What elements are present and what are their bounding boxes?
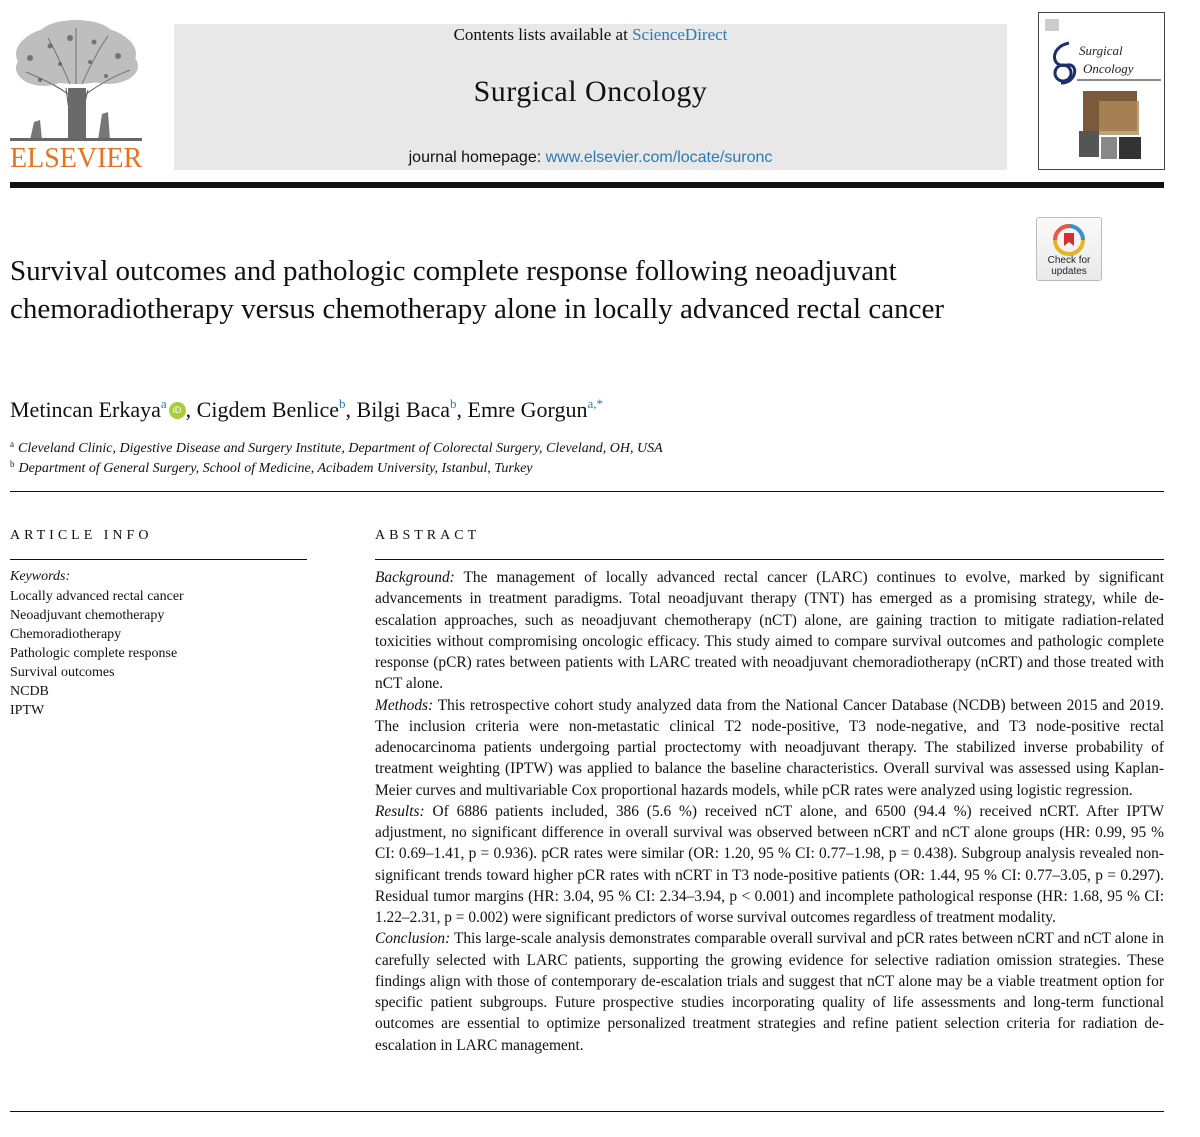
abstract-section-label: Methods: — [375, 696, 434, 714]
abstract-rule — [375, 559, 1164, 560]
cover-title-line2: Oncology — [1083, 61, 1134, 76]
check-for-updates-button[interactable] — [1036, 217, 1102, 281]
keyword-item: Survival outcomes — [10, 665, 115, 680]
contents-prefix: Contents lists available at — [453, 25, 633, 44]
check-updates-line1: Check for — [1047, 255, 1091, 266]
author-affil-sup[interactable]: a — [160, 396, 167, 411]
author-affil-sup[interactable]: b — [339, 396, 346, 411]
author-name[interactable]: Emre Gorgun — [467, 397, 588, 422]
homepage-prefix: journal homepage: — [408, 149, 546, 166]
header-rule — [10, 182, 1164, 188]
affiliation-sup: a — [10, 439, 14, 449]
section-divider — [10, 491, 1164, 492]
keywords-list — [10, 587, 184, 720]
keyword-item: Neoadjuvant chemotherapy — [10, 608, 165, 623]
sciencedirect-link[interactable]: ScienceDirect — [632, 25, 728, 44]
abstract-section-text: Of 6886 patients included, 386 (5.6 %) received nCT alone, and 6500 (94.4 %) received nCRT. After IPTW adjustment, no significant difference in overall survival was observed between nCRT and nCT alone groups (HR: 0.99, 95 % CI: 0.69–1.41, p = 0.936). pCR rates were similar (OR: 1.20, 95 % CI: 0.77–1.98, p = 0.438). Subgroup analysis revealed non-significant trends toward higher pCR rates with nCRT in T3 node-positive patients (OR: 1.44, 95 % CI: 0.77–3.05, p = 0.297). Residual tumor margins (HR: 3.04, 95 % CI: 2.34–3.94, p < 0.001) and incomplete pathological response (HR: 1.68, 95 % CI: 1.22–2.31, p = 0.002) were significant predictors of worse survival outcomes regardless of treatment modality. — [375, 802, 1164, 926]
cover-title-line1: Surgical — [1079, 43, 1123, 58]
abstract-background — [375, 567, 1164, 695]
article-title: Survival outcomes and pathologic complete response following neoadjuvant chemoradiotherapy versus chemotherapy alone in locally advanced rectal cancer — [10, 255, 944, 325]
abstract-section-label: Results: — [375, 802, 425, 820]
journal-title: Surgical Oncology — [473, 75, 708, 108]
homepage-line — [174, 148, 1007, 168]
keyword-item: Locally advanced rectal cancer — [10, 589, 184, 604]
abstract-section-text: This large-scale analysis demonstrates comparable overall survival and pCR rates between nCRT and nCT alone in carefully selected with LARC patients, supporting the growing evidence for selective radiation omission strategies. These findings align with those of contemporary de-escalation trials and suggest that nCT alone may be a viable treatment option for specific patient subgroups. Future prospective studies incorporating quality of life assessments and long-term functional outcomes are essential to optimize personalized treatment strategies and refine patient selection criteria for radiation de-escalation in LARC management. — [375, 930, 1164, 1054]
author-name[interactable]: Cigdem Benlice — [196, 397, 340, 422]
article-info-heading: ARTICLE INFO — [10, 528, 153, 543]
abstract-results — [375, 801, 1164, 929]
author-affil-sup[interactable]: a,* — [587, 396, 603, 411]
author-list: Metincan Erkaya$^a$ iD , Cigdem Benlice$^b$, Bilgi Baca$^b$, Emre Gorgun$^{a,*}$ — [10, 396, 603, 422]
publisher-name: ELSEVIER — [10, 143, 143, 174]
author-affil-sup[interactable]: b — [450, 396, 457, 411]
orcid-icon[interactable]: iD — [169, 402, 186, 419]
journal-homepage-link[interactable]: www.elsevier.com/locate/suronc — [545, 149, 773, 166]
abstract-section-label: Conclusion: — [375, 930, 451, 948]
abstract-body — [375, 567, 1164, 1056]
journal-cover-image — [1038, 12, 1165, 170]
article-info-rule — [10, 559, 307, 560]
author-name[interactable]: Bilgi Baca — [356, 397, 450, 422]
author-name[interactable]: Metincan Erkaya — [10, 397, 161, 422]
affiliation-text: Cleveland Clinic, Digestive Disease and Surgery Institute, Department of Colorectal Surgery, Cleveland, OH, USA — [18, 441, 663, 456]
affiliation-sup: b — [10, 459, 15, 469]
keyword-item: NCDB — [10, 684, 49, 699]
affiliation-text: Department of General Surgery, School of Medicine, Acibadem University, Istanbul, Turkey — [18, 461, 533, 476]
keyword-item: Pathologic complete response — [10, 646, 178, 661]
abstract-section-label: Background: — [375, 569, 455, 586]
abstract-methods — [375, 695, 1164, 801]
keywords-label: Keywords: — [10, 569, 71, 584]
abstract-heading: ABSTRACT — [375, 528, 481, 543]
abstract-section-text: The management of locally advanced rectal cancer (LARC) continues to evolve, marked by significant advancements in treatment paradigms. Total neoadjuvant therapy (TNT) has emerged as a promising strategy, while de-escalation approaches, such as neoadjuvant chemotherapy (nCT) alone, are gaining traction to mitigate radiation-related toxicities without compromising oncologic efficacy. This study aimed to compare survival outcomes and pathologic complete response (pCR) rates between patients with LARC treated with neoadjuvant chemoradiotherapy (nCRT) and those treated with nCT alone. — [375, 569, 1164, 693]
abstract-conclusion — [375, 928, 1164, 1056]
affiliation-b — [10, 455, 533, 478]
keyword-item: IPTW — [10, 703, 45, 718]
bottom-rule — [10, 1111, 1164, 1112]
contents-line — [174, 24, 1007, 46]
abstract-section-text: This retrospective cohort study analyzed data from the National Cancer Database (NCDB) between 2015 and 2019. The inclusion criteria were non-metastatic clinical T2 node-positive, T3 node-negative, and T3 node-positive rectal adenocarcinoma patients undergoing partial proctectomy with neoadjuvant therapy. The stabilized inverse probability of treatment weighting (IPTW) was applied to balance the baseline characteristics. Overall survival was assessed using Kaplan-Meier curves and multivariable Cox proportional hazards models, while pCR rates were analyzed using logistic regression. — [375, 696, 1164, 799]
keyword-item: Chemoradiotherapy — [10, 627, 122, 642]
check-updates-line2: updates — [1051, 266, 1087, 277]
